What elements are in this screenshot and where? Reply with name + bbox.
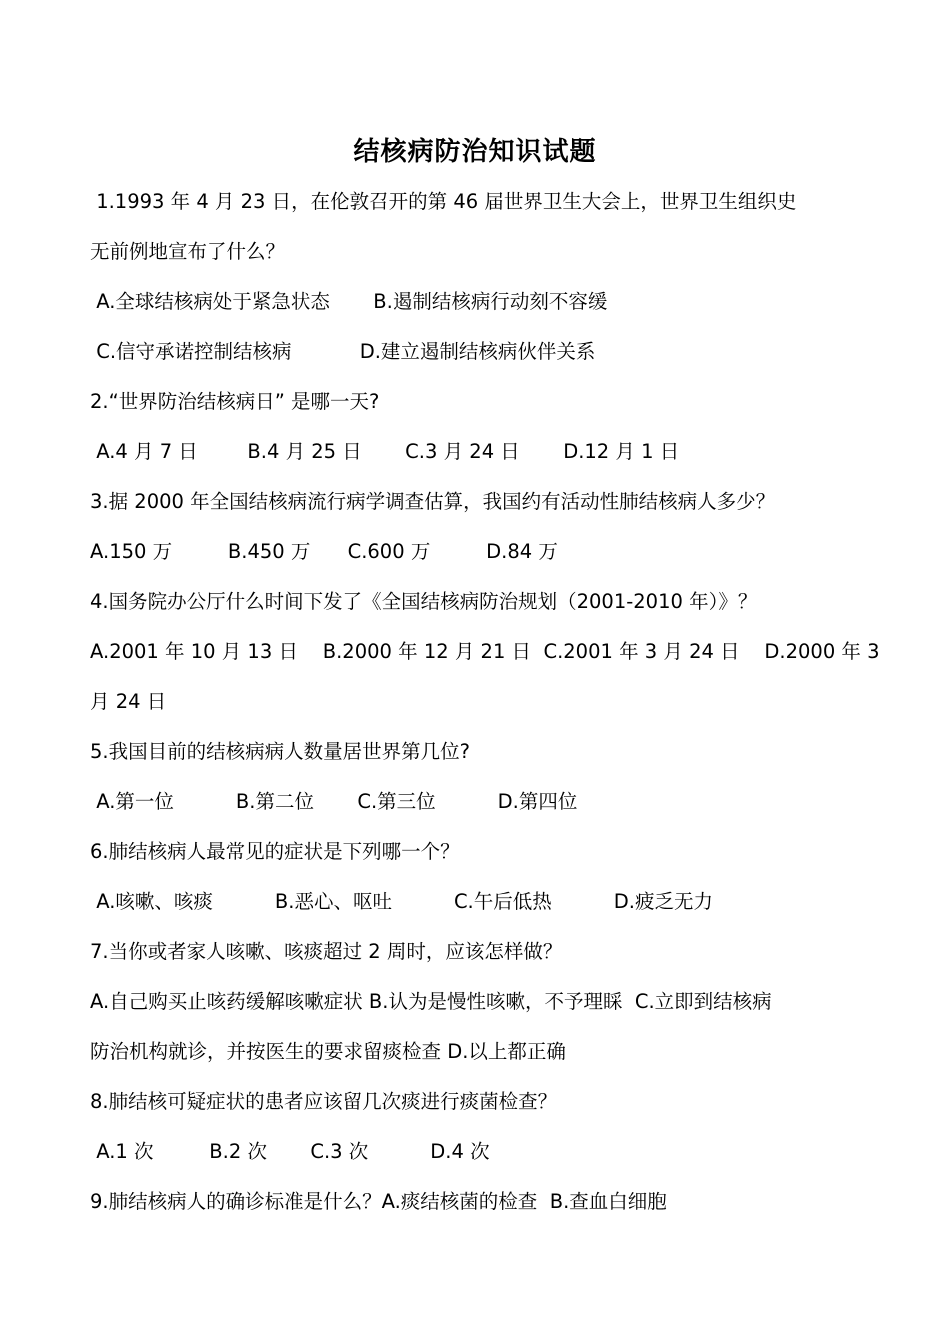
- q7-options-line-2: 防治机构就诊，并按医生的要求留痰检查 D.以上都正确: [90, 1040, 566, 1063]
- q4-options-line-2: 月 24 日: [90, 690, 167, 713]
- document-title: 结核病防治知识试题: [353, 137, 597, 167]
- q1-text-line-2: 无前例地宣布了什么？: [90, 240, 286, 263]
- q6-text: 6.肺结核病人最常见的症状是下列哪一个？: [90, 840, 460, 863]
- q8-options: A.1 次 B.2 次 C.3 次 D.4 次: [90, 1140, 490, 1163]
- q4-text: 4.国务院办公厅什么时间下发了《全国结核病防治规划（2001-2010 年）》？: [90, 590, 758, 613]
- q1-text-line-1: 1.1993 年 4 月 23 日，在伦敦召开的第 46 届世界卫生大会上，世界卫生组织史: [90, 190, 797, 213]
- q1-options-cd: C.信守承诺控制结核病 D.建立遏制结核病伙伴关系: [90, 340, 596, 363]
- q7-text: 7.当你或者家人咳嗽、咳痰超过 2 周时，应该怎样做？: [90, 940, 563, 963]
- q6-options: A.咳嗽、咳痰 B.恶心、呕吐 C.午后低热 D.疲乏无力: [90, 890, 713, 913]
- q1-options-ab: A.全球结核病处于紧急状态 B.遏制结核病行动刻不容缓: [90, 290, 608, 313]
- q3-text: 3.据 2000 年全国结核病流行病学调查估算，我国约有活动性肺结核病人多少？: [90, 490, 776, 513]
- q7-options-line-1: A.自己购买止咳药缓解咳嗽症状 B.认为是慢性咳嗽，不予理睬 C.立即到结核病: [90, 990, 772, 1013]
- q8-text: 8.肺结核可疑症状的患者应该留几次痰进行痰菌检查？: [90, 1090, 558, 1113]
- question-list: [90, 177, 880, 1227]
- q2-text: 2.“世界防治结核病日” 是哪一天?: [90, 390, 380, 413]
- q4-options-line-1: A.2001 年 10 月 13 日 B.2000 年 12 月 21 日 C.2001 年 3 月 24 日 D.2000 年 3: [90, 640, 880, 663]
- q9-text: 9.肺结核病人的确诊标准是什么？A.痰结核菌的检查 B.查血白细胞: [90, 1190, 667, 1213]
- q2-options: A.4 月 7 日 B.4 月 25 日 C.3 月 24 日 D.12 月 1 日: [90, 440, 680, 463]
- q5-text: 5.我国目前的结核病病人数量居世界第几位?: [90, 740, 470, 763]
- q3-options: A.150 万 B.450 万 C.600 万 D.84 万: [90, 540, 558, 563]
- q5-options: A.第一位 B.第二位 C.第三位 D.第四位: [90, 790, 578, 813]
